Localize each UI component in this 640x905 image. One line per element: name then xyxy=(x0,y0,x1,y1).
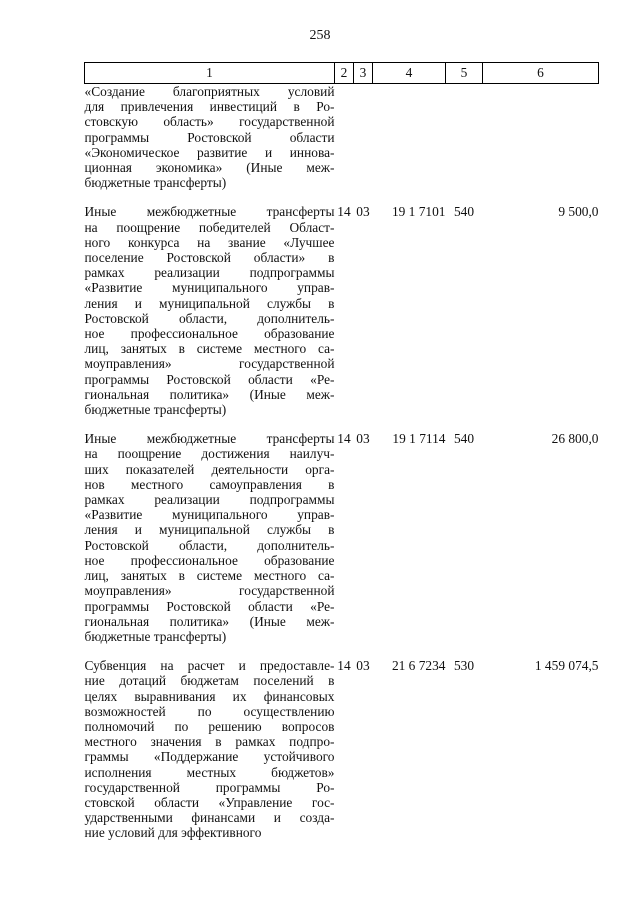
amount: 9 500,0 xyxy=(558,204,599,220)
description-line: Иные межбюджетные трансферты xyxy=(84,431,335,447)
table-header-row xyxy=(85,63,599,84)
description-line: целях выравнивания их финансовых xyxy=(84,688,335,704)
row-spacer-cell xyxy=(85,644,599,658)
description-line: «Создание благоприятных условий xyxy=(84,84,335,99)
description-line: Ростовской области, дополнитель- xyxy=(84,537,335,553)
description-line: ционная экономика» (Иные меж- xyxy=(84,160,335,176)
target-article-code: 21 6 7234 xyxy=(391,658,446,674)
description-line: лиц, занятых в системе местного са- xyxy=(84,341,335,357)
section-code: 14 xyxy=(337,658,351,674)
table-row xyxy=(85,431,599,644)
row-description xyxy=(85,658,335,840)
description-line: ное профессиональное образование xyxy=(84,552,335,568)
description-line: местного значения в рамках подпро- xyxy=(84,734,335,750)
expense-type-code: 540 xyxy=(453,431,475,447)
amount: 26 800,0 xyxy=(551,431,599,447)
description-line: рамках реализации подпрограммы xyxy=(84,492,335,508)
section-code: 14 xyxy=(337,431,351,447)
column-header-4: 4 xyxy=(373,63,446,84)
description-line: ления и муниципальной службы в xyxy=(84,295,335,311)
target-article-code: 19 1 7114 xyxy=(392,431,446,447)
subsection-code: 03 xyxy=(356,204,370,220)
table-row xyxy=(85,658,599,840)
row-spacer xyxy=(85,644,599,658)
expense-type-code: 530 xyxy=(453,658,475,674)
column-header-5: 5 xyxy=(446,63,483,84)
subsection-code: 03 xyxy=(356,658,370,674)
section-code: 14 xyxy=(337,204,351,220)
description-line: «Развитие муниципального управ- xyxy=(84,507,335,523)
description-line: на поощрение достижения наилуч- xyxy=(84,446,335,462)
description-line: бюджетные трансферты) xyxy=(84,402,227,418)
description-line: стовской области «Управление гос- xyxy=(84,794,335,810)
column-header-2: 2 xyxy=(335,63,354,84)
description-line: ние условий для эффективного xyxy=(84,825,262,841)
description-line: «Развитие муниципального управ- xyxy=(84,280,335,296)
description-line: исполнения местных бюджетов» xyxy=(84,764,335,780)
description-line: ние дотаций бюджетам поселений в xyxy=(84,673,335,689)
row-spacer-cell xyxy=(85,190,599,204)
description-line: Субвенция на расчет и предоставле- xyxy=(84,658,335,674)
target-article-code: 19 1 7101 xyxy=(391,204,446,220)
expense-type-code: 540 xyxy=(453,204,475,220)
description-line: возможностей по осуществлению xyxy=(84,703,335,719)
table-row xyxy=(85,84,599,191)
description-line: для привлечения инвестиций в Ро- xyxy=(84,99,335,115)
description-line: программы Ростовской области xyxy=(84,129,335,145)
description-line: граммы «Поддержание устойчивого xyxy=(84,749,335,765)
description-line: на поощрение победителей Област- xyxy=(84,219,335,235)
table-row xyxy=(85,204,599,417)
description-line: бюджетные трансферты) xyxy=(84,628,227,644)
description-line: ударственными финансами и созда- xyxy=(84,810,335,826)
description-line: поселение Ростовской области» в xyxy=(84,250,335,266)
table-body xyxy=(85,84,599,841)
subsection-code xyxy=(354,84,373,191)
section-code xyxy=(335,84,354,191)
description-line: стовскую область» государственной xyxy=(84,114,335,130)
column-header-6: 6 xyxy=(483,63,599,84)
expense-type-code xyxy=(446,84,483,191)
amount: 1 459 074,5 xyxy=(534,658,599,674)
target-article-code xyxy=(373,84,446,191)
description-line: программы Ростовской области «Ре- xyxy=(84,598,335,614)
description-line: «Экономическое развитие и иннова- xyxy=(84,144,335,160)
description-line: программы Ростовской области «Ре- xyxy=(84,371,335,387)
description-line: рамках реализации подпрограммы xyxy=(84,265,335,281)
row-description xyxy=(85,84,335,191)
column-header-3: 3 xyxy=(354,63,373,84)
description-line: Ростовской области, дополнитель- xyxy=(84,310,335,326)
description-line: гиональная политика» (Иные меж- xyxy=(84,613,335,629)
description-line: государственной программы Ро- xyxy=(84,779,335,795)
row-description xyxy=(85,431,335,644)
description-line: нов местного самоуправления в xyxy=(84,476,335,492)
description-line: полномочий по решению вопросов xyxy=(84,718,335,734)
column-header-1: 1 xyxy=(85,63,335,84)
budget-table xyxy=(84,62,599,841)
row-spacer-cell xyxy=(85,417,599,431)
description-line: лиц, занятых в системе местного са- xyxy=(84,568,335,584)
row-spacer xyxy=(85,190,599,204)
row-description xyxy=(85,204,335,417)
description-line: ное профессиональное образование xyxy=(84,326,335,342)
row-spacer xyxy=(85,417,599,431)
description-line: гиональная политика» (Иные меж- xyxy=(84,386,335,402)
description-line: моуправления» государственной xyxy=(84,356,335,372)
description-line: бюджетные трансферты) xyxy=(84,175,227,191)
description-line: ного конкурса на звание «Лучшее xyxy=(84,234,335,250)
amount xyxy=(483,84,599,191)
description-line: ших показателей деятельности орга- xyxy=(84,461,335,477)
description-line: моуправления» государственной xyxy=(84,583,335,599)
description-line: Иные межбюджетные трансферты xyxy=(84,204,335,220)
subsection-code: 03 xyxy=(356,431,370,447)
page-number: 258 xyxy=(309,28,331,43)
description-line: ления и муниципальной службы в xyxy=(84,522,335,538)
